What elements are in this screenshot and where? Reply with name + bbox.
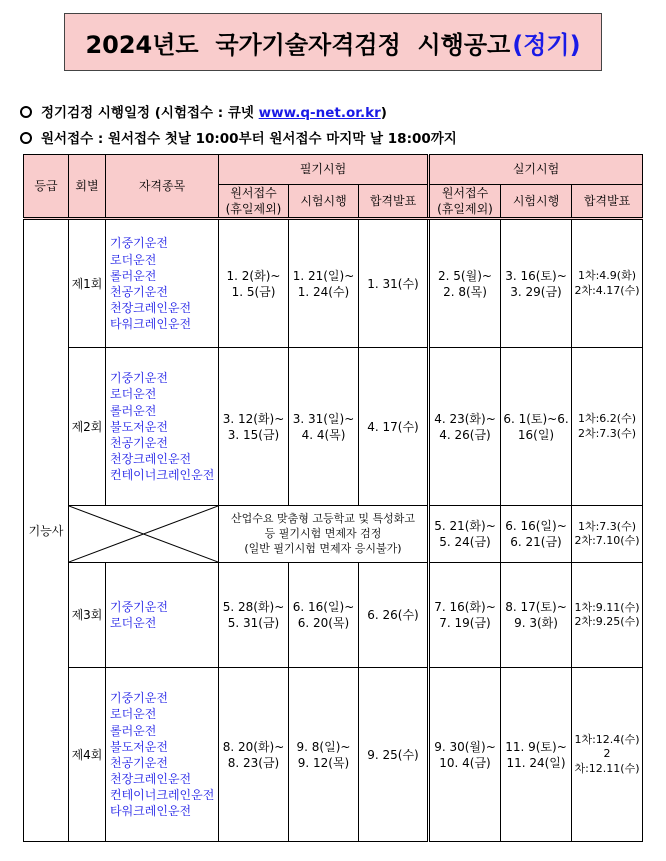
crossed-out-cell [69,506,219,563]
table-row [24,348,643,506]
table-row [24,219,643,348]
header-practical-result: 합격발표 [572,185,643,219]
circle-bullet-icon [20,132,32,144]
written-result-date: 6. 26(수) [359,563,429,668]
header-written-apply: 원서접수 (휴일제외) [219,185,289,219]
written-exam-date: 9. 8(일)~ 9. 12(목) [289,668,359,842]
practical-result-date: 1차:12.4(수) 2차:12.11(수) [572,668,643,842]
practical-exam-date: 3. 16(토)~ 3. 29(금) [501,219,572,348]
page-title [64,13,602,71]
round-label: 제4회 [69,668,106,842]
round-label: 제3회 [69,563,106,668]
practical-apply-date: 7. 16(화)~ 7. 19(금) [429,563,501,668]
written-exam-date: 3. 31(일)~ 4. 4(목) [289,348,359,506]
written-apply-date: 5. 28(화)~ 5. 31(금) [219,563,289,668]
note-schedule-prefix: 정기검정 시행일정 (시험접수 : 큐넷 [41,105,259,121]
practical-exam-date: 11. 9(토)~ 11. 24(일) [501,668,572,842]
practical-result-date: 1차:4.9(화) 2차:4.17(수) [572,219,643,348]
header-grade: 등급 [24,155,69,219]
note-schedule-suffix: ) [380,105,387,121]
header-practical: 실기시험 [429,155,643,185]
exemption-note: 산업수요 맞춤형 고등학교 및 특성화고 등 필기시험 면제자 검정 (일반 필기시험 면제자 응시불가) [219,506,429,563]
written-apply-date: 1. 2(화)~ 1. 5(금) [219,219,289,348]
grade-cell: 기능사 [24,219,69,842]
practical-result-date: 1차:6.2(수) 2차:7.3(수) [572,348,643,506]
header-round: 회별 [69,155,106,219]
practical-apply-date: 5. 21(화)~ 5. 24(금) [429,506,501,563]
written-apply-date: 8. 20(화)~ 8. 23(금) [219,668,289,842]
note-schedule [20,101,387,121]
written-exam-date: 1. 21(일)~ 1. 24(수) [289,219,359,348]
written-exam-date: 6. 16(일)~ 6. 20(목) [289,563,359,668]
header-practical-exam: 시험시행 [501,185,572,219]
practical-result-date: 1차:7.3(수) 2차:7.10(수) [572,506,643,563]
subject-list: 기중기운전 로더운전 롤러운전 불도저운전 천공기운전 천장크레인운전 컨테이너크레인운전 타워크레인운전 [106,668,219,842]
header-written-result: 합격발표 [359,185,429,219]
round-label: 제2회 [69,348,106,506]
subject-list: 기중기운전 로더운전 롤러운전 불도저운전 천공기운전 천장크레인운전 컨테이너크레인운전 [106,348,219,506]
circle-bullet-icon [20,106,32,118]
written-result-date: 1. 31(수) [359,219,429,348]
table-row [24,563,643,668]
practical-apply-date: 9. 30(월)~ 10. 4(금) [429,668,501,842]
practical-exam-date: 6. 1(토)~6. 16(일) [501,348,572,506]
practical-result-date: 1차:9.11(수) 2차:9.25(수) [572,563,643,668]
written-apply-date: 3. 12(화)~ 3. 15(금) [219,348,289,506]
schedule-table [23,154,643,842]
header-practical-apply: 원서접수 (휴일제외) [429,185,501,219]
cross-mark-icon [69,506,218,562]
qnet-link[interactable]: www.q-net.or.kr [258,105,381,121]
note-application-text: 원서접수 : 원서접수 첫날 10:00부터 원서접수 마지막 날 18:00까지 [41,131,457,147]
round-label: 제1회 [69,219,106,348]
practical-exam-date: 8. 17(토)~ 9. 3(화) [501,563,572,668]
header-written: 필기시험 [219,155,429,185]
written-result-date: 4. 17(수) [359,348,429,506]
header-written-exam: 시험시행 [289,185,359,219]
table-row [24,668,643,842]
header-row-1 [24,155,643,185]
note-application [20,127,457,147]
title-accent: (정기) [512,30,581,59]
practical-apply-date: 2. 5(월)~ 2. 8(목) [429,219,501,348]
subject-list: 기중기운전 로더운전 [106,563,219,668]
header-subject: 자격종목 [106,155,219,219]
table-row [24,506,643,563]
subject-list: 기중기운전 로더운전 롤러운전 천공기운전 천장크레인운전 타워크레인운전 [106,219,219,348]
title-main: 2024년도 국가기술자격검정 시행공고 [85,30,511,59]
written-result-date: 9. 25(수) [359,668,429,842]
practical-exam-date: 6. 16(일)~ 6. 21(금) [501,506,572,563]
practical-apply-date: 4. 23(화)~ 4. 26(금) [429,348,501,506]
